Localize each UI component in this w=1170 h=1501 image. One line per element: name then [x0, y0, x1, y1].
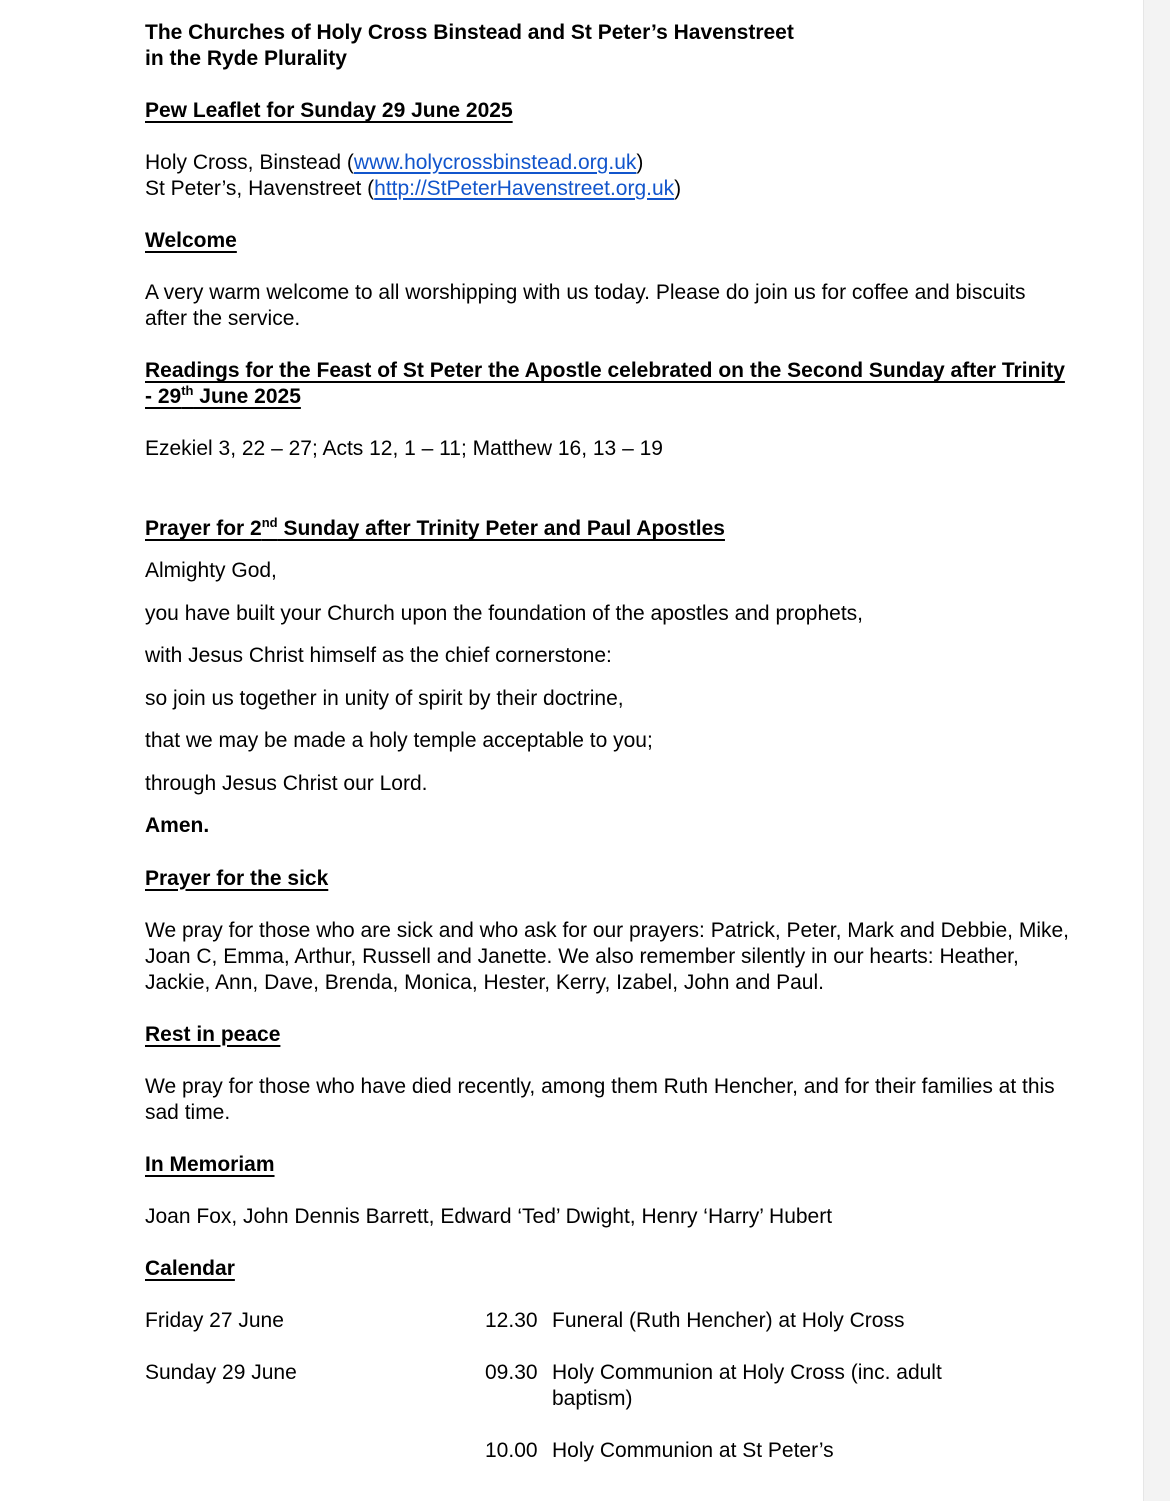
calendar-heading: Calendar: [145, 1256, 235, 1280]
calendar-entry: [145, 1360, 1070, 1412]
prayer-amen: Amen.: [145, 814, 210, 837]
calendar-event: Holy Communion at St Peter’s: [552, 1438, 834, 1462]
st-peters-website-link[interactable]: http://StPeterHavenstreet.org.uk: [374, 177, 675, 200]
prayer-line: through Jesus Christ our Lord.: [145, 771, 428, 795]
collect-prayer: [145, 558, 1070, 839]
prayer-line: with Jesus Christ himself as the chief cornerstone:: [145, 644, 612, 667]
church-line-holy-cross: [145, 150, 1070, 176]
calendar-time: 12.30: [485, 1308, 538, 1332]
welcome-heading: Welcome: [145, 229, 237, 252]
rest-in-peace-heading: Rest in peace: [145, 1022, 281, 1046]
calendar-time: 10.00: [485, 1438, 538, 1462]
holy-cross-website-link[interactable]: www.holycrossbinstead.org.uk: [353, 151, 637, 174]
closing-paren: ): [674, 177, 682, 200]
sick-heading: Prayer for the sick: [145, 866, 329, 890]
in-memoriam-heading: In Memoriam: [145, 1152, 275, 1176]
leaflet-content: [145, 20, 1070, 1464]
closing-paren: ): [636, 151, 644, 174]
calendar-day: Sunday 29 June: [145, 1360, 297, 1384]
leaflet-heading: Pew Leaflet for Sunday 29 June 2025: [145, 99, 513, 122]
prayer-line: you have built your Church upon the foundation of the apostles and prophets,: [145, 601, 863, 625]
readings-heading: [145, 358, 1070, 410]
calendar-entry: [145, 1438, 1070, 1464]
in-memoriam-text: Joan Fox, John Dennis Barrett, Edward ‘Ted’ Dwight, Henry ‘Harry’ Hubert: [145, 1204, 833, 1228]
scrollbar-track[interactable]: [1143, 0, 1170, 1501]
prayer-heading-text: Prayer for 2: [145, 517, 262, 540]
calendar-time: 09.30: [485, 1360, 538, 1384]
calendar-event: Holy Communion at Holy Cross (inc. adult baptism): [552, 1360, 942, 1410]
readings-heading-date: June 2025: [193, 385, 301, 408]
document-title-line-1: The Churches of Holy Cross Binstead and St Peter’s Havenstreet: [145, 21, 794, 44]
prayer-heading-rest: Sunday after Trinity Peter and Paul Apostles: [277, 517, 725, 540]
welcome-text: A very warm welcome to all worshipping with us today. Please do join us for coffee and biscuits after the service.: [145, 281, 1026, 330]
prayer-line: so join us together in unity of spirit by their doctrine,: [145, 686, 624, 710]
readings-text: Ezekiel 3, 22 – 27; Acts 12, 1 – 11; Matthew 16, 13 – 19: [145, 437, 663, 460]
prayer-line: Almighty God,: [145, 559, 277, 582]
calendar-day: Friday 27 June: [145, 1308, 284, 1332]
church-name-st-peters: St Peter’s, Havenstreet (: [145, 177, 375, 200]
prayer-heading: [145, 516, 1070, 542]
prayer-heading-superscript: nd: [261, 515, 278, 530]
church-line-st-peters: [145, 176, 1070, 202]
church-name-holy-cross: Holy Cross, Binstead (: [145, 151, 354, 174]
calendar-entry: [145, 1308, 1070, 1334]
prayer-line: that we may be made a holy temple acceptable to you;: [145, 729, 653, 752]
readings-heading-superscript: th: [181, 383, 194, 398]
rest-in-peace-text: We pray for those who have died recently, among them Ruth Hencher, and for their families at this sad time.: [145, 1074, 1055, 1124]
sick-text: We pray for those who are sick and who ask for our prayers: Patrick, Peter, Mark and Debbie, Mike, Joan C, Emma, Arthur, Russell and Janette. We also remember silently in our hearts: Heather, Jackie, Ann, Dave, Brenda, Monica, Hester, Kerry, Izabel, John and Paul.: [145, 918, 1070, 994]
calendar-event: Funeral (Ruth Hencher) at Holy Cross: [552, 1308, 905, 1332]
readings-heading-text: Readings for the Feast of St Peter the Apostle celebrated on the Second Sunday after Trinity - 29: [145, 359, 1065, 408]
document-title-line-2: in the Ryde Plurality: [145, 47, 347, 70]
